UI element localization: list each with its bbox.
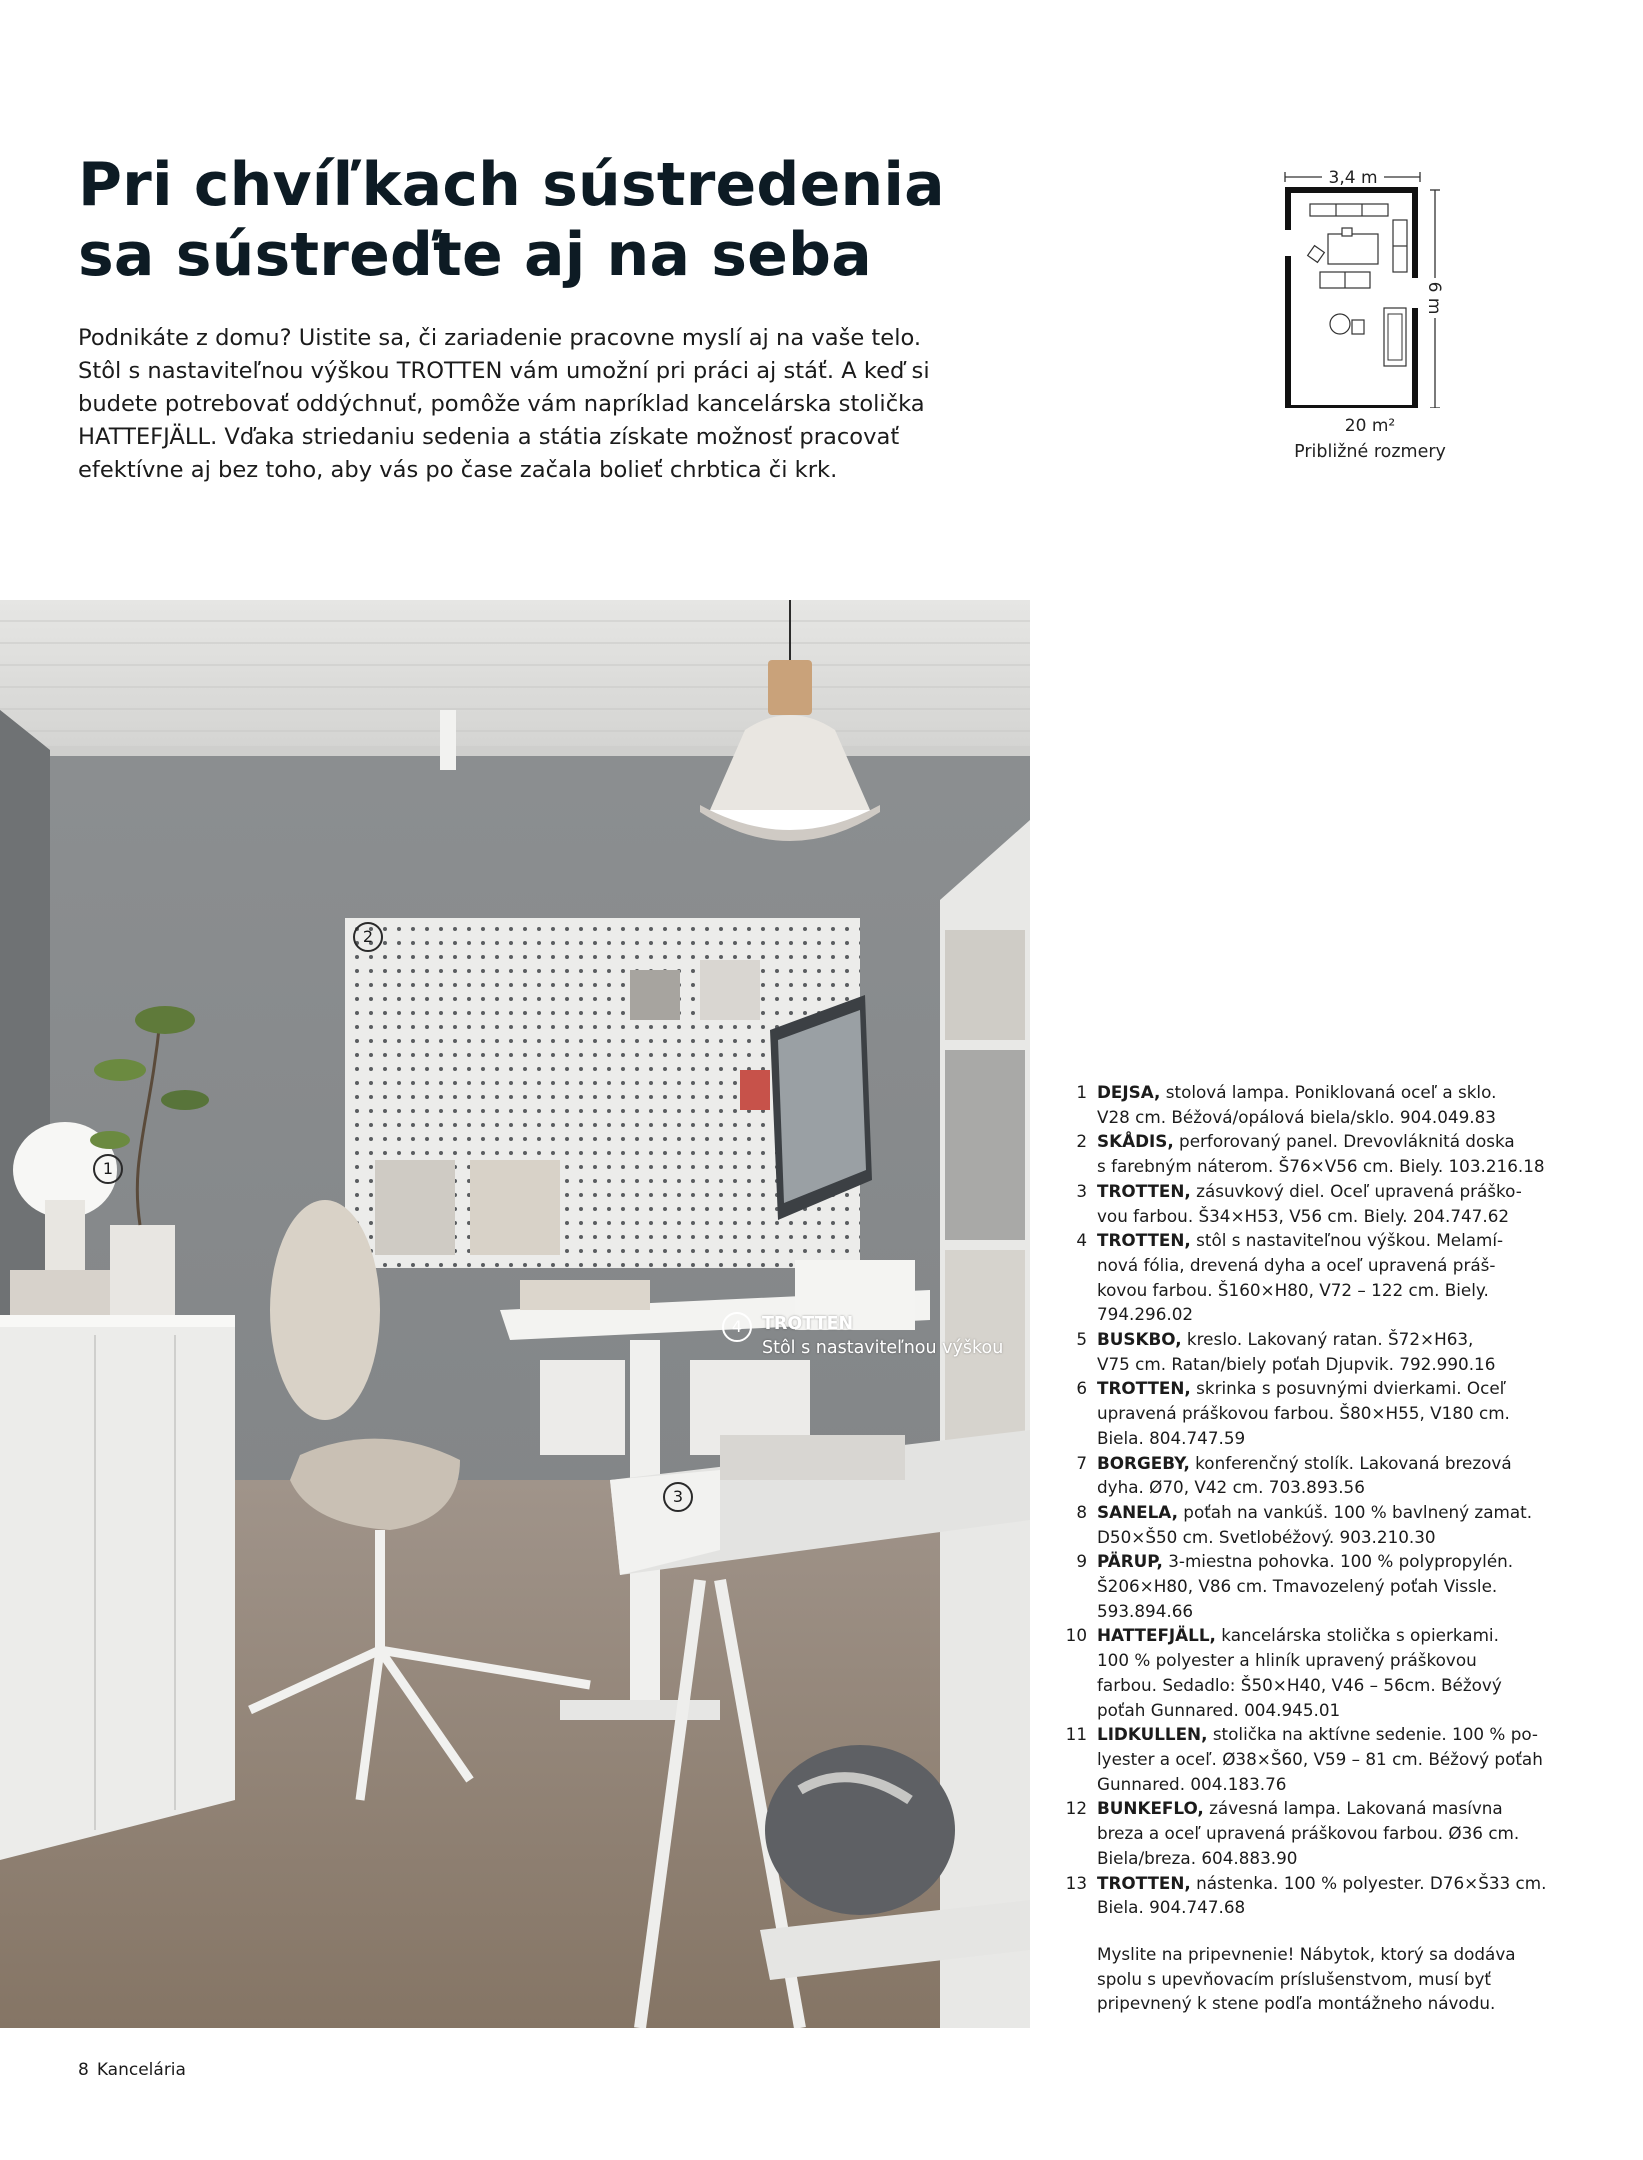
photo-marker-1: 1	[93, 1154, 123, 1184]
product-line: V75 cm. Ratan/biely poťah Djupvik. 792.990.16	[1097, 1353, 1496, 1374]
product-number: 12	[1065, 1798, 1087, 1819]
product-name: HATTEFJÄLL,	[1097, 1625, 1216, 1646]
product-description: stolička na aktívne sedenie. 100 % po-	[1207, 1724, 1538, 1745]
note-line: pripevnený k stene podľa montážneho návodu.	[1097, 1993, 1496, 2014]
product-line	[1097, 1327, 1630, 1352]
product-item	[1060, 1623, 1630, 1722]
product-line	[1097, 1500, 1630, 1525]
product-line: Biela. 804.747.59	[1097, 1427, 1246, 1448]
product-description: perforovaný panel. Drevovláknitá doska	[1173, 1131, 1515, 1152]
product-number: 5	[1076, 1329, 1087, 1350]
product-line: V28 cm. Béžová/opálová biela/sklo. 904.049.83	[1097, 1106, 1496, 1127]
product-number: 8	[1076, 1501, 1087, 1522]
product-line: Biela. 904.747.68	[1097, 1897, 1246, 1918]
product-line	[1097, 1129, 1630, 1154]
product-line	[1097, 1796, 1630, 1821]
product-number: 1	[1076, 1082, 1087, 1102]
floor-plan-depth-label: 6 m	[1424, 281, 1444, 315]
product-line: breza a oceľ upravená práškovou farbou. Ø36 cm.	[1097, 1823, 1520, 1844]
product-number: 2	[1076, 1131, 1087, 1152]
product-line: 794.296.02	[1097, 1304, 1194, 1325]
product-line: 593.894.66	[1097, 1600, 1194, 1621]
product-line	[1097, 1549, 1630, 1574]
product-description: kancelárska stolička s opierkami.	[1215, 1625, 1499, 1646]
product-line: Gunnared. 004.183.76	[1097, 1773, 1287, 1794]
product-name: TROTTEN,	[1097, 1230, 1191, 1251]
page-number: 8	[78, 2060, 89, 2080]
product-number: 3	[1076, 1180, 1087, 1201]
product-line: upravená práškovou farbou. Š80×H55, V180 cm.	[1097, 1403, 1510, 1424]
product-item	[1060, 1179, 1630, 1228]
product-line	[1097, 1623, 1630, 1648]
product-number: 6	[1076, 1378, 1087, 1399]
intro-line: HATTEFJÄLL. Vďaka striedaniu sedenia a státia získate možnosť pracovať	[78, 424, 900, 450]
product-line: dyha. Ø70, V42 cm. 703.893.56	[1097, 1477, 1365, 1498]
callout-number: 4	[722, 1312, 752, 1342]
product-item	[1060, 1549, 1630, 1623]
product-name: SANELA,	[1097, 1501, 1178, 1522]
product-number: 13	[1065, 1872, 1087, 1893]
product-name: BUNKEFLO,	[1097, 1798, 1204, 1819]
product-number: 10	[1065, 1625, 1087, 1646]
product-line: vou farbou. Š34×H53, V56 cm. Biely. 204.747.62	[1097, 1205, 1510, 1226]
product-description: stolová lampa. Poniklovaná oceľ a sklo.	[1160, 1082, 1497, 1102]
product-item	[1060, 1871, 1630, 1920]
product-description: skrinka s posuvnými dvierkami. Oceľ	[1190, 1378, 1506, 1399]
product-item	[1060, 1080, 1630, 1129]
product-line	[1097, 1376, 1630, 1401]
product-line: poťah Gunnared. 004.945.01	[1097, 1699, 1341, 1720]
floor-plan-width-label: 3,4 m	[1328, 168, 1378, 188]
product-description: závesná lampa. Lakovaná masívna	[1203, 1798, 1503, 1819]
product-name: PÄRUP,	[1097, 1551, 1163, 1572]
product-description: 3-miestna pohovka. 100 % polypropylén.	[1162, 1551, 1514, 1572]
product-item	[1060, 1228, 1630, 1327]
intro-line: Podnikáte z domu? Uistite sa, či zariadenie pracovne myslí aj na vaše telo.	[78, 325, 922, 351]
product-item	[1060, 1376, 1630, 1450]
floor-plan-diagram	[1280, 158, 1480, 408]
intro-line: budete potrebovať oddýchnuť, pomôže vám napríklad kancelárska stolička	[78, 391, 925, 417]
section-name: Kancelária	[96, 2060, 186, 2080]
product-line	[1097, 1179, 1630, 1204]
product-line	[1097, 1871, 1630, 1896]
product-description: stôl s nastaviteľnou výškou. Melamí-	[1190, 1230, 1504, 1251]
intro-paragraph	[78, 322, 978, 487]
product-line: Š206×H80, V86 cm. Tmavozelený poťah Vissle.	[1097, 1576, 1498, 1597]
headline-line: Pri chvíľkach sústredenia	[78, 150, 945, 220]
product-description: zásuvkový diel. Oceľ upravená práško-	[1190, 1180, 1522, 1201]
product-line: farbou. Sedadlo: Š50×H40, V46 – 56cm. Béžový	[1097, 1674, 1502, 1695]
product-name: LIDKULLEN,	[1097, 1724, 1208, 1745]
product-line: s farebným náterom. Š76×V56 cm. Biely. 103.216.18	[1097, 1156, 1545, 1177]
product-item	[1060, 1327, 1630, 1376]
product-item	[1060, 1129, 1630, 1178]
floor-plan-caption: Približné rozmery	[1294, 442, 1446, 462]
product-item	[1060, 1722, 1630, 1796]
product-name: BUSKBO,	[1097, 1329, 1182, 1350]
product-line: D50×Š50 cm. Svetlobéžový. 903.210.30	[1097, 1526, 1436, 1547]
floor-plan-area: 20 m²	[1344, 416, 1396, 436]
intro-line: efektívne aj bez toho, aby vás po čase začala bolieť chrbtica či krk.	[78, 457, 838, 483]
product-line: Biela/breza. 604.883.90	[1097, 1847, 1298, 1868]
product-line: lyester a oceľ. Ø38×Š60, V59 – 81 cm. Béžový poťah	[1097, 1748, 1543, 1769]
product-number: 4	[1076, 1230, 1087, 1251]
product-description: nástenka. 100 % polyester. D76×Š33 cm.	[1190, 1872, 1547, 1893]
product-line	[1097, 1228, 1630, 1253]
page-footer	[78, 2060, 186, 2080]
product-name: SKÅDIS,	[1097, 1131, 1174, 1152]
product-item	[1060, 1796, 1630, 1870]
product-item	[1060, 1500, 1630, 1549]
product-description: kreslo. Lakovaný ratan. Š72×H63,	[1181, 1329, 1474, 1350]
product-line	[1097, 1080, 1630, 1105]
product-description: konferenčný stolík. Lakovaná brezová	[1189, 1452, 1512, 1473]
product-name: BORGEBY,	[1097, 1452, 1190, 1473]
product-item	[1060, 1451, 1630, 1500]
product-name: DEJSA,	[1097, 1082, 1161, 1102]
product-name: TROTTEN,	[1097, 1180, 1191, 1201]
product-description: poťah na vankúš. 100 % bavlnený zamat.	[1177, 1501, 1533, 1522]
product-line: kovou farbou. Š160×H80, V72 – 122 cm. Biely.	[1097, 1279, 1489, 1300]
product-name: TROTTEN,	[1097, 1872, 1191, 1893]
product-line	[1097, 1451, 1630, 1476]
product-number: 11	[1065, 1724, 1087, 1745]
product-line	[1097, 1722, 1630, 1747]
note-line: spolu s upevňovacím príslušenstvom, musí byť	[1097, 1968, 1491, 1989]
headline-line: sa sústreďte aj na seba	[78, 220, 872, 290]
intro-line: Stôl s nastaviteľnou výškou TROTTEN vám umožní pri práci aj stáť. A keď si	[78, 358, 930, 384]
callout-title: TROTTEN	[762, 1314, 854, 1334]
photo-marker-3: 3	[663, 1482, 693, 1512]
photo-marker-2: 2	[353, 922, 383, 952]
product-number: 9	[1076, 1551, 1087, 1572]
page-headline	[78, 150, 978, 290]
callout-subtitle: Stôl s nastaviteľnou výškou	[762, 1338, 1004, 1358]
product-callout	[762, 1312, 1003, 1360]
product-number: 7	[1076, 1452, 1087, 1473]
product-name: TROTTEN,	[1097, 1378, 1191, 1399]
product-line: nová fólia, drevená dyha a oceľ upravená práš-	[1097, 1254, 1496, 1275]
mounting-note	[1097, 1942, 1627, 2016]
product-list	[1060, 1080, 1630, 1920]
product-line: 100 % polyester a hliník upravený práškovou	[1097, 1650, 1477, 1671]
note-line: Myslite na pripevnenie! Nábytok, ktorý sa dodáva	[1097, 1944, 1516, 1964]
